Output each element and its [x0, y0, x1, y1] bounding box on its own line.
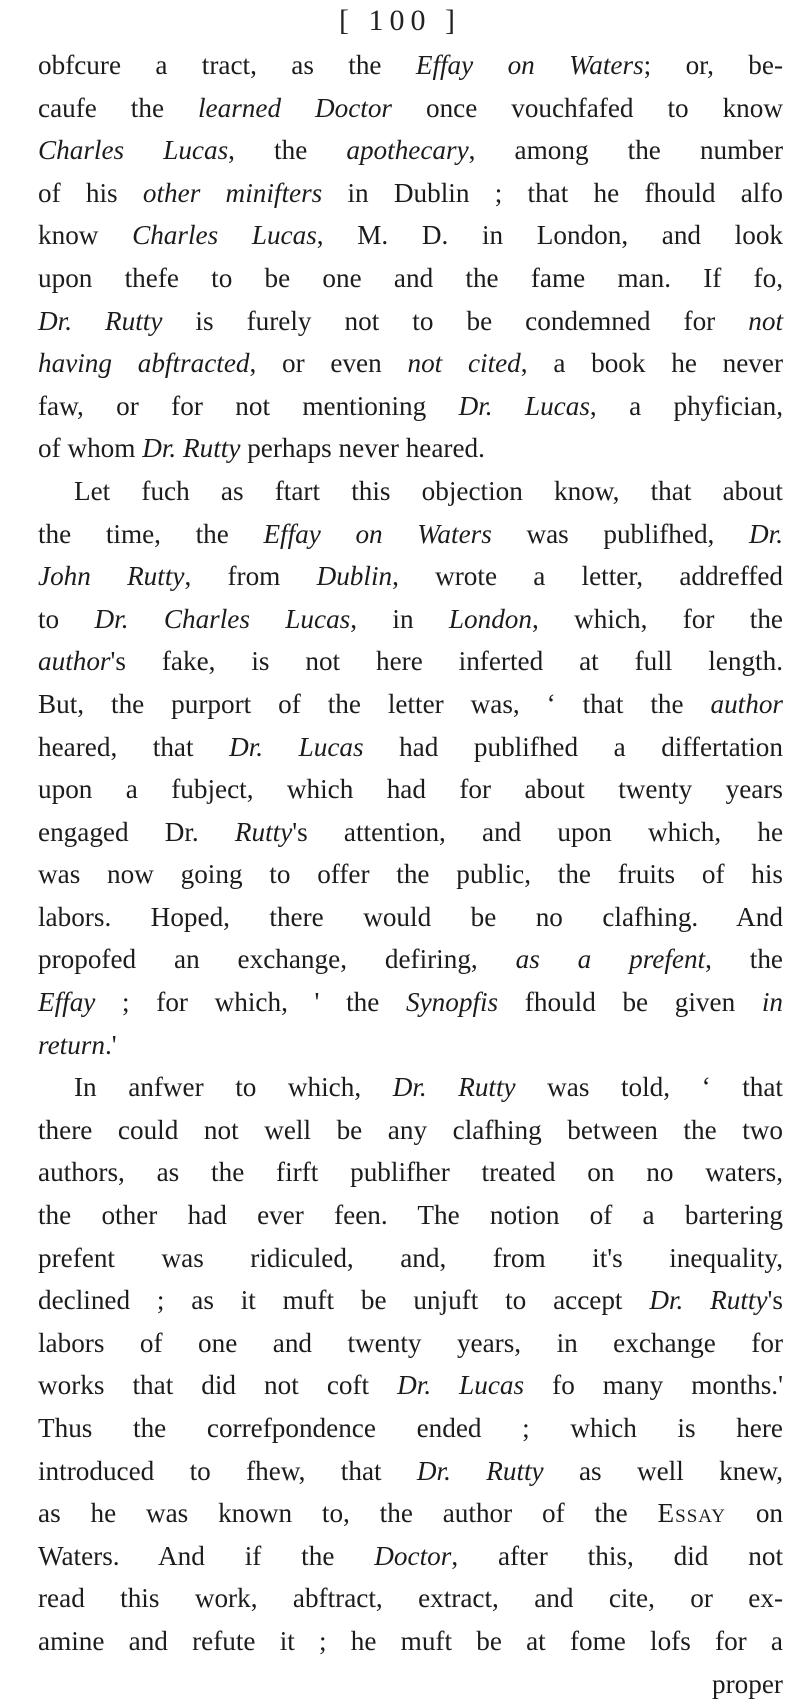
- text-line: [38, 427, 783, 470]
- text-line: [38, 1237, 783, 1280]
- text-segment: perhaps never heared.: [240, 433, 485, 464]
- text-segment: amine and refute it ; he muft be at fome lofs for a: [38, 1625, 783, 1656]
- text-segment: Let fuch as ftart this objection know, that about: [74, 475, 783, 506]
- italic-text: Effay: [38, 987, 96, 1018]
- italic-text: other minifters: [142, 177, 323, 208]
- text-line: [38, 1024, 783, 1067]
- italic-text: Dr. Rutty: [142, 433, 241, 464]
- italic-text: Dr.: [749, 518, 783, 549]
- text-line: [38, 683, 783, 726]
- text-segment: , a phyfician,: [589, 390, 783, 421]
- italic-text: apothecary: [346, 135, 469, 166]
- italic-text: Dr. Lucas: [458, 390, 590, 421]
- text-segment: of his: [38, 177, 143, 208]
- text-segment: was now going to offer the public, the fruits of his: [38, 859, 783, 890]
- text-segment: as well knew,: [543, 1455, 784, 1486]
- text-line: [38, 1194, 783, 1237]
- text-line: [38, 981, 783, 1024]
- italic-text: Effay on Waters: [415, 50, 644, 80]
- text-segment: prefent was ridiculed, and, from it's inequality,: [38, 1242, 783, 1273]
- text-segment: obfcure a tract, as the: [38, 50, 416, 80]
- text-segment: was told, ‘ that: [515, 1072, 783, 1103]
- text-line: [38, 470, 783, 513]
- text-segment: as he was known to, the author of the: [38, 1498, 658, 1529]
- text-line: [38, 1492, 783, 1535]
- text-segment: authors, as the firft publifher treated on no waters,: [38, 1157, 783, 1188]
- text-line: [38, 1620, 783, 1663]
- text-segment: introduced to fhew, that: [38, 1455, 417, 1486]
- text-segment: , in: [350, 603, 449, 634]
- italic-text: Dr. Rutty: [392, 1072, 516, 1103]
- text-segment: proper: [712, 1668, 783, 1699]
- text-segment: labors. Hoped, there would be no clafhing. And: [38, 901, 783, 932]
- italic-text: not: [748, 305, 783, 336]
- italic-text: in: [761, 987, 784, 1018]
- text-line: [38, 172, 783, 215]
- text-segment: works that did not coft: [38, 1370, 398, 1401]
- text-segment: in Dublin ; that he fhould alfo: [322, 177, 783, 208]
- text-segment: of whom: [38, 433, 143, 464]
- text-segment: is furely not to be condemned for: [162, 305, 749, 336]
- small-caps-text: Essay: [657, 1498, 726, 1529]
- text-segment: there could not well be any clafhing between the two: [38, 1114, 783, 1145]
- text-line: [38, 1450, 783, 1493]
- text-segment: upon a fubject, which had for about twenty years: [38, 774, 783, 805]
- text-line: [38, 555, 783, 598]
- text-segment: , the: [228, 135, 347, 166]
- italic-text: Dr. Lucas: [229, 731, 364, 762]
- text-line: [38, 214, 783, 257]
- italic-text: Charles Lucas: [38, 135, 229, 166]
- text-segment: 's fake, is not here inferted at full length.: [110, 646, 783, 677]
- text-line: [38, 768, 783, 811]
- italic-text: as a prefent: [515, 944, 706, 975]
- text-segment: the time, the: [38, 518, 264, 549]
- text-segment: fo many months.': [524, 1370, 783, 1401]
- text-segment: , M. D. in London, and look: [316, 220, 784, 251]
- text-segment: But, the purport of the letter was, ‘ that the: [38, 688, 711, 719]
- text-line: [38, 129, 783, 172]
- italic-text: Doctor: [374, 1540, 452, 1571]
- text-segment: faw, or for not mentioning: [38, 390, 459, 421]
- text-segment: , among the number: [468, 135, 784, 166]
- text-line: [38, 938, 783, 981]
- text-segment: , which, for the: [531, 603, 783, 634]
- text-line: [38, 1322, 783, 1365]
- text-segment: 's: [767, 1285, 783, 1316]
- text-line: [38, 811, 783, 854]
- text-segment: , from: [184, 561, 317, 592]
- italic-text: learned Doctor: [197, 92, 393, 123]
- text-line: [38, 1364, 783, 1407]
- text-segment: ; or, be-: [643, 50, 783, 80]
- italic-text: not cited: [407, 348, 521, 379]
- text-line: [38, 300, 783, 343]
- text-line: [38, 1279, 783, 1322]
- text-line: [38, 1066, 783, 1109]
- text-segment: Thus the correfpondence ended ; which is here: [38, 1413, 783, 1443]
- text-line: [38, 726, 783, 769]
- italic-text: Rutty: [234, 816, 293, 847]
- text-segment: to: [38, 603, 95, 634]
- text-segment: , the: [705, 944, 783, 975]
- text-segment: fhould be given: [498, 987, 762, 1018]
- text-segment: , after this, did not: [451, 1540, 783, 1571]
- italic-text: Effay on Waters: [263, 518, 492, 549]
- italic-text: Dr. Charles Lucas: [94, 603, 351, 634]
- text-segment: once vouchfafed to know: [392, 92, 783, 123]
- text-line: [38, 1151, 783, 1194]
- italic-text: Dr. Rutty: [38, 305, 163, 336]
- text-segment: 's attention, and upon which, he: [292, 816, 784, 847]
- italic-text: London: [448, 603, 532, 634]
- text-segment: In anfwer to which,: [74, 1072, 393, 1103]
- body-text: [38, 44, 783, 1705]
- italic-text: Dr. Lucas: [397, 1370, 525, 1401]
- text-segment: engaged Dr.: [38, 816, 235, 847]
- text-segment: on: [725, 1498, 783, 1529]
- italic-text: return: [38, 1029, 105, 1060]
- italic-text: Dr. Rutty: [649, 1285, 768, 1316]
- text-line: [38, 385, 783, 428]
- italic-text: author: [710, 688, 783, 719]
- text-line: [38, 1535, 783, 1578]
- text-segment: propofed an exchange, defiring,: [38, 944, 516, 975]
- page-number: [ 100 ]: [339, 4, 461, 37]
- italic-text: Synopfis: [406, 987, 499, 1018]
- text-segment: Waters. And if the: [38, 1540, 375, 1571]
- text-segment: , a book he never: [520, 348, 783, 379]
- text-segment: upon thefe to be one and the fame man. If fo,: [38, 262, 783, 293]
- italic-text: John Rutty: [38, 561, 185, 592]
- text-line: [38, 853, 783, 896]
- text-segment: ; for which, ' the: [95, 987, 406, 1018]
- text-segment: heared, that: [38, 731, 230, 762]
- italic-text: Dublin: [316, 561, 393, 592]
- text-line: [38, 257, 783, 300]
- text-segment: know: [38, 220, 133, 251]
- text-segment: , or even: [249, 348, 408, 379]
- italic-text: author: [38, 646, 111, 677]
- text-line: [38, 598, 783, 641]
- text-segment: read this work, abftract, extract, and cite, or ex-: [38, 1583, 783, 1614]
- text-segment: had publifhed a differtation: [363, 731, 783, 762]
- text-segment: was publifhed,: [491, 518, 749, 549]
- text-segment: declined ; as it muft be unjuft to accept: [38, 1285, 650, 1316]
- text-segment: the other had ever feen. The notion of a bartering: [38, 1200, 783, 1231]
- text-segment: caufe the: [38, 92, 198, 123]
- catchword: [38, 1663, 783, 1705]
- text-line: [38, 640, 783, 683]
- text-line: [38, 342, 783, 385]
- text-line: [38, 1577, 783, 1620]
- text-line: [38, 1407, 783, 1450]
- italic-text: having abftracted: [38, 348, 250, 379]
- text-line: [38, 513, 783, 556]
- text-segment: .': [104, 1029, 117, 1060]
- text-line: [38, 44, 783, 87]
- italic-text: Charles Lucas: [132, 220, 317, 251]
- text-line: [38, 896, 783, 939]
- italic-text: Dr. Rutty: [416, 1455, 544, 1486]
- text-line: [38, 1109, 783, 1152]
- text-segment: labors of one and twenty years, in exchange for: [38, 1327, 783, 1358]
- text-segment: , wrote a letter, addreffed: [392, 561, 783, 592]
- text-line: [38, 87, 783, 130]
